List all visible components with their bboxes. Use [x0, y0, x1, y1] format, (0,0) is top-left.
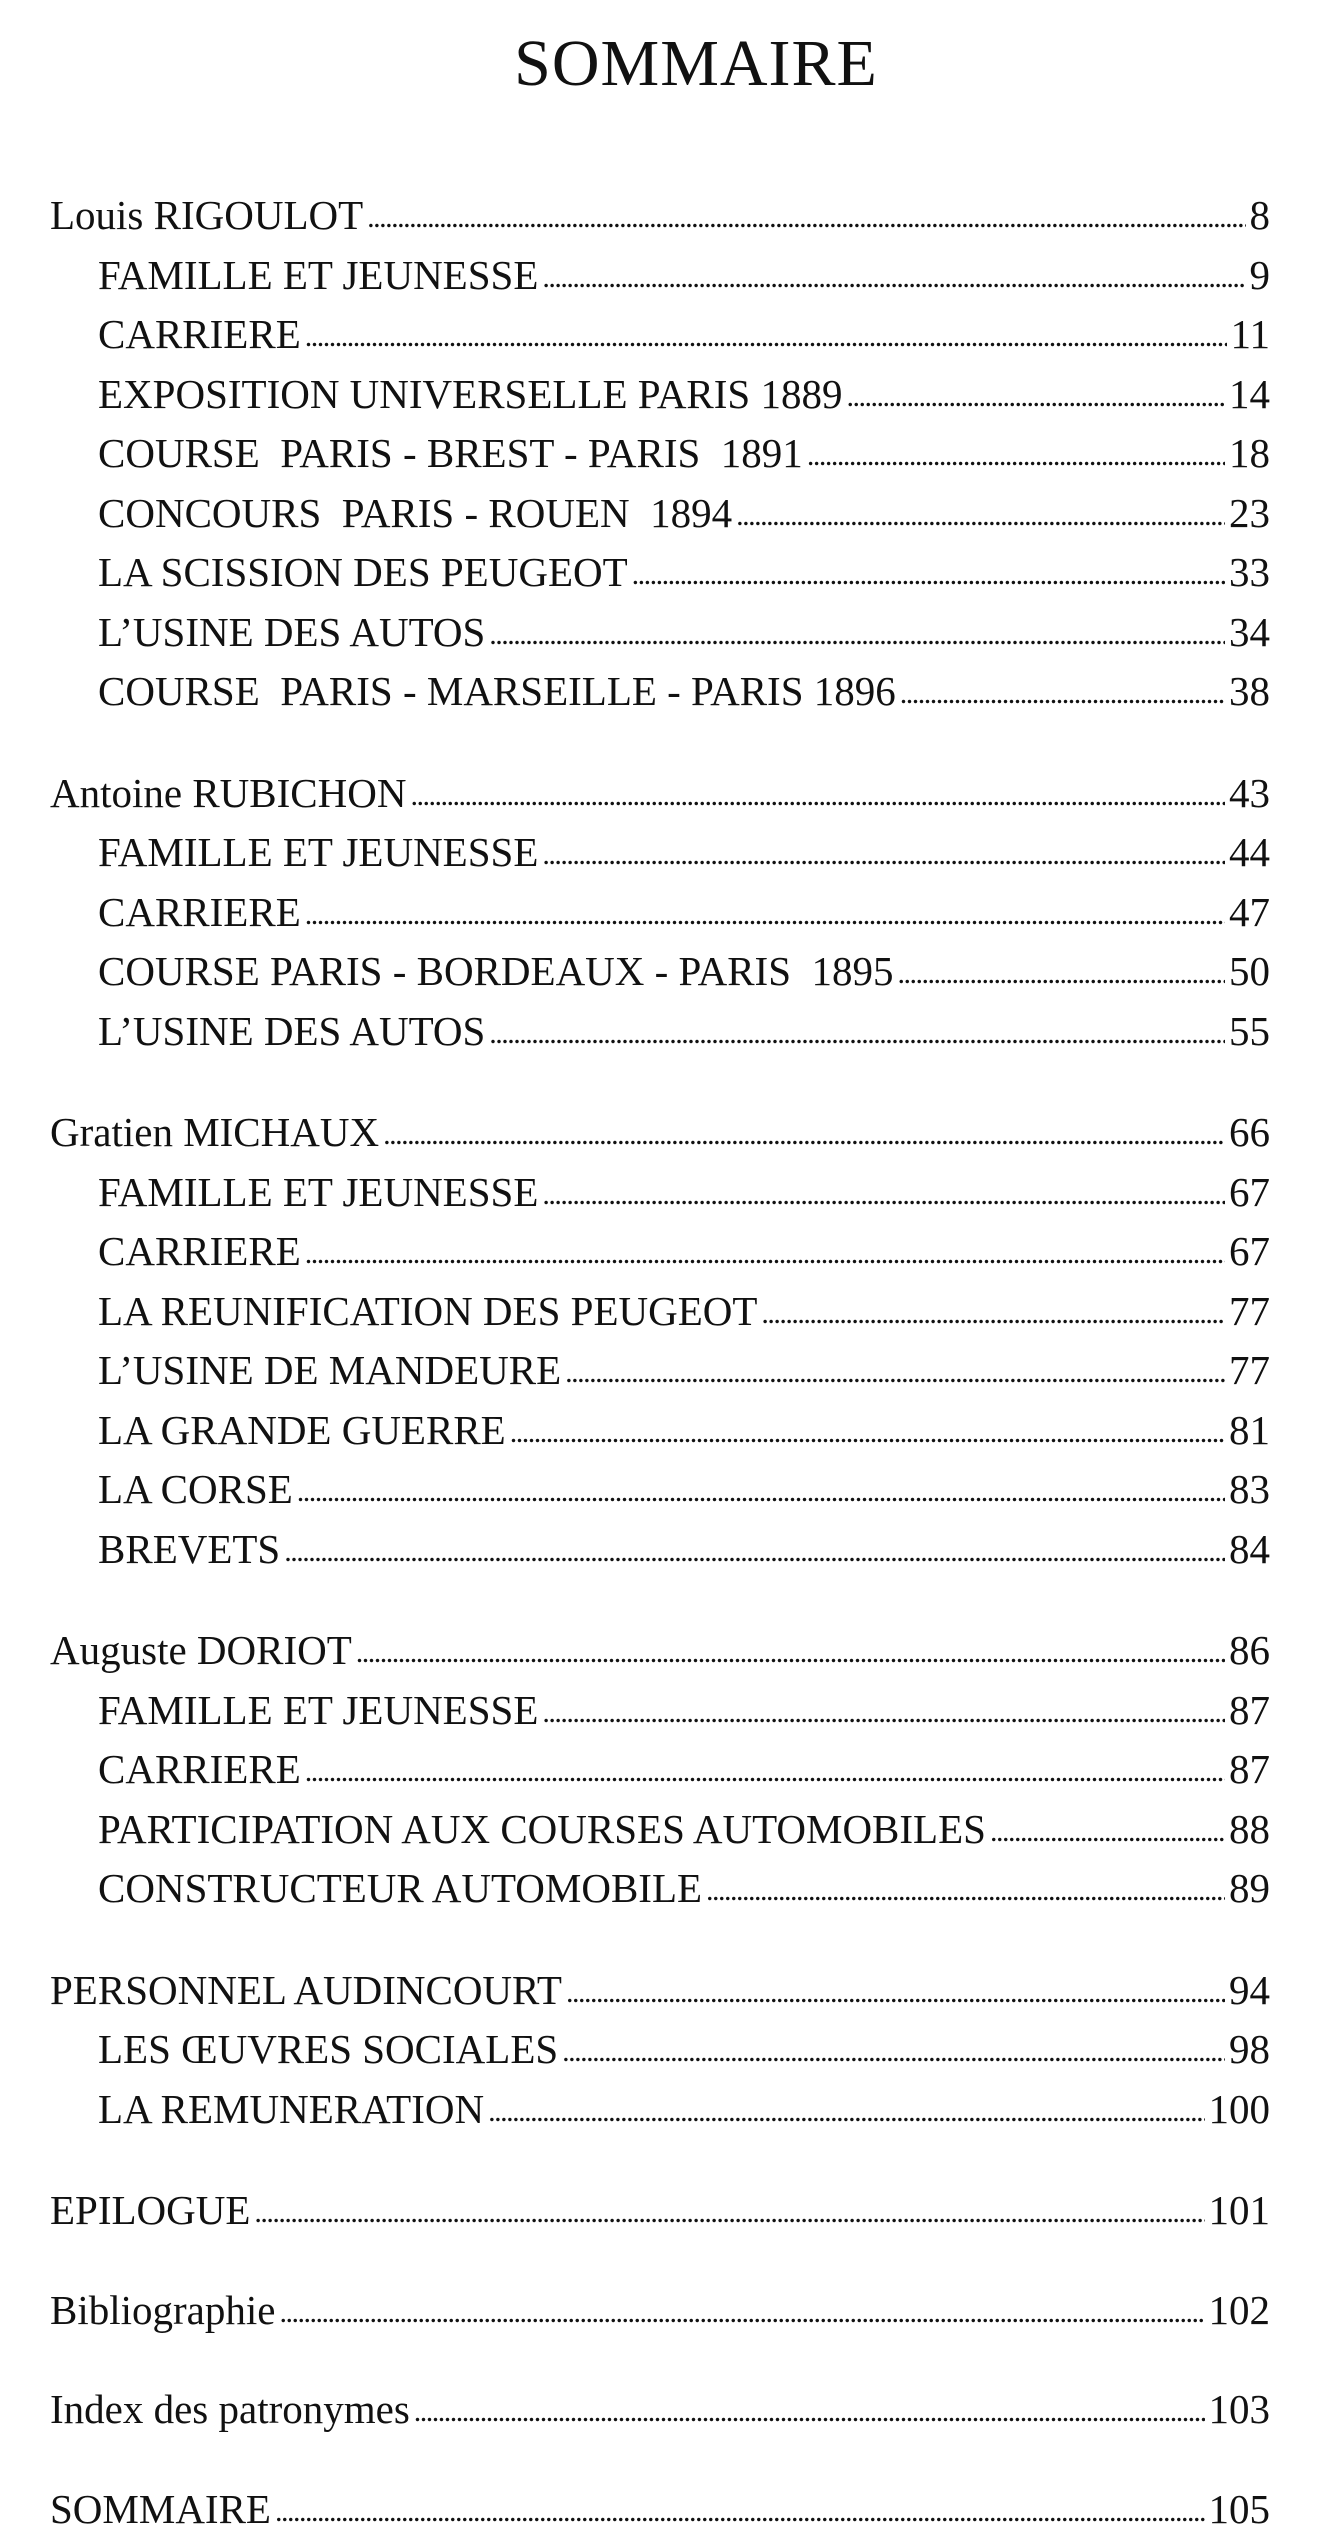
toc-entry-main[interactable]	[50, 1963, 1270, 2023]
toc-entry-label: CARRIERE	[98, 1742, 301, 1797]
toc-section	[50, 1963, 1270, 2142]
toc-entry-main[interactable]	[50, 2283, 1270, 2343]
toc-page-number: 81	[1229, 1403, 1270, 1458]
toc-section	[50, 2183, 1270, 2243]
toc-page-number: 77	[1229, 1284, 1270, 1339]
toc-entry-sub[interactable]	[50, 1343, 1270, 1403]
toc-page-number: 33	[1229, 545, 1270, 600]
toc-entry-sub[interactable]	[50, 1522, 1270, 1582]
toc-entry-label: LA GRANDE GUERRE	[98, 1403, 506, 1458]
toc-section	[50, 2382, 1270, 2442]
toc-entry-sub[interactable]	[50, 545, 1270, 605]
dot-leader	[410, 764, 1225, 824]
toc-page-number: 84	[1229, 1522, 1270, 1577]
table-of-contents	[50, 188, 1270, 2541]
toc-page-number: 67	[1229, 1165, 1270, 1220]
toc-entry-sub[interactable]	[50, 1861, 1270, 1921]
dot-leader	[807, 424, 1225, 484]
dot-leader	[305, 883, 1225, 943]
dot-leader	[706, 1859, 1225, 1919]
dot-leader	[305, 1740, 1225, 1800]
dot-leader	[900, 662, 1225, 722]
toc-entry-label: COURSE PARIS - BREST - PARIS 1891	[98, 426, 803, 481]
toc-page-number: 88	[1229, 1802, 1270, 1857]
toc-entry-sub[interactable]	[50, 825, 1270, 885]
dot-leader	[297, 1460, 1225, 1520]
toc-page-number: 102	[1209, 2283, 1271, 2338]
toc-entry-sub[interactable]	[50, 2022, 1270, 2082]
toc-page-number: 43	[1229, 766, 1270, 821]
dot-leader	[562, 2020, 1225, 2080]
toc-entry-label: CARRIERE	[98, 307, 301, 362]
toc-entry-label: PARTICIPATION AUX COURSES AUTOMOBILES	[98, 1802, 986, 1857]
toc-entry-sub[interactable]	[50, 1742, 1270, 1802]
toc-entry-label: FAMILLE ET JEUNESSE	[98, 825, 538, 880]
toc-section	[50, 1105, 1270, 1581]
toc-entry-main[interactable]	[50, 188, 1270, 248]
toc-entry-sub[interactable]	[50, 1462, 1270, 1522]
toc-entry-label: FAMILLE ET JEUNESSE	[98, 1165, 538, 1220]
toc-entry-main[interactable]	[50, 1105, 1270, 1165]
toc-entry-label: CONSTRUCTEUR AUTOMOBILE	[98, 1861, 702, 1916]
toc-page-number: 87	[1229, 1683, 1270, 1738]
toc-entry-sub[interactable]	[50, 944, 1270, 1004]
toc-entry-label: Antoine RUBICHON	[50, 766, 406, 821]
toc-page-number: 100	[1209, 2082, 1271, 2137]
toc-page-number: 87	[1229, 1742, 1270, 1797]
toc-entry-label: FAMILLE ET JEUNESSE	[98, 1683, 538, 1738]
dot-leader	[565, 1341, 1225, 1401]
dot-leader	[761, 1282, 1225, 1342]
toc-entry-main[interactable]	[50, 766, 1270, 826]
toc-entry-sub[interactable]	[50, 367, 1270, 427]
toc-entry-main[interactable]	[50, 2482, 1270, 2541]
toc-page-number: 47	[1229, 885, 1270, 940]
dot-leader	[898, 942, 1226, 1002]
toc-page-number: 50	[1229, 944, 1270, 999]
toc-entry-label: COURSE PARIS - MARSEILLE - PARIS 1896	[98, 664, 896, 719]
toc-page-number: 67	[1229, 1224, 1270, 1279]
toc-entry-label: EXPOSITION UNIVERSELLE PARIS 1889	[98, 367, 843, 422]
toc-entry-label: SOMMAIRE	[50, 2482, 271, 2537]
toc-page-number: 9	[1250, 248, 1271, 303]
toc-page-number: 34	[1229, 605, 1270, 660]
toc-page-number: 66	[1229, 1105, 1270, 1160]
toc-entry-main[interactable]	[50, 2183, 1270, 2243]
toc-entry-label: BREVETS	[98, 1522, 280, 1577]
toc-section	[50, 2283, 1270, 2343]
toc-section	[50, 188, 1270, 724]
dot-leader	[736, 484, 1225, 544]
toc-entry-sub[interactable]	[50, 307, 1270, 367]
toc-entry-main[interactable]	[50, 2382, 1270, 2442]
toc-entry-label: LA CORSE	[98, 1462, 293, 1517]
toc-page-number: 105	[1209, 2482, 1271, 2537]
toc-page-number: 14	[1229, 367, 1270, 422]
toc-page-number: 11	[1231, 307, 1270, 362]
toc-entry-label: L’USINE DE MANDEURE	[98, 1343, 561, 1398]
dot-leader	[383, 1103, 1225, 1163]
toc-page-number: 77	[1229, 1343, 1270, 1398]
dot-leader	[489, 603, 1225, 663]
toc-entry-sub[interactable]	[50, 248, 1270, 308]
dot-leader	[489, 1002, 1225, 1062]
toc-entry-sub[interactable]	[50, 605, 1270, 665]
dot-leader	[254, 2181, 1204, 2241]
dot-leader	[367, 186, 1245, 246]
toc-page-number: 44	[1229, 825, 1270, 880]
toc-entry-label: LA SCISSION DES PEUGEOT	[98, 545, 628, 600]
dot-leader	[488, 2080, 1204, 2140]
toc-entry-label: PERSONNEL AUDINCOURT	[50, 1963, 562, 2018]
toc-entry-label: EPILOGUE	[50, 2183, 250, 2238]
dot-leader	[542, 1681, 1225, 1741]
dot-leader	[275, 2480, 1205, 2540]
dot-leader	[542, 823, 1225, 883]
dot-leader	[305, 1222, 1225, 1282]
toc-entry-label: Auguste DORIOT	[50, 1623, 352, 1678]
toc-entry-label: CARRIERE	[98, 885, 301, 940]
toc-entry-sub[interactable]	[50, 885, 1270, 945]
toc-page-number: 38	[1229, 664, 1270, 719]
toc-entry-sub[interactable]	[50, 1224, 1270, 1284]
toc-section	[50, 766, 1270, 1064]
dot-leader	[847, 365, 1226, 425]
dot-leader	[510, 1401, 1225, 1461]
toc-entry-label: LES ŒUVRES SOCIALES	[98, 2022, 558, 2077]
toc-entry-sub[interactable]	[50, 1004, 1270, 1064]
toc-page-number: 55	[1229, 1004, 1270, 1059]
toc-entry-sub[interactable]	[50, 486, 1270, 546]
toc-entry-sub[interactable]	[50, 1802, 1270, 1862]
page-title: SOMMAIRE	[50, 20, 1272, 108]
dot-leader	[632, 543, 1225, 603]
toc-entry-label: LA REUNIFICATION DES PEUGEOT	[98, 1284, 757, 1339]
toc-page-number: 101	[1209, 2183, 1271, 2238]
toc-entry-label: L’USINE DES AUTOS	[98, 605, 485, 660]
toc-entry-label: Louis RIGOULOT	[50, 188, 363, 243]
toc-page-number: 89	[1229, 1861, 1270, 1916]
toc-entry-sub[interactable]	[50, 1403, 1270, 1463]
toc-page-number: 86	[1229, 1623, 1270, 1678]
dot-leader	[542, 1163, 1225, 1223]
dot-leader	[566, 1961, 1225, 2021]
dot-leader	[305, 305, 1227, 365]
toc-page-number: 8	[1250, 188, 1271, 243]
toc-entry-label: CARRIERE	[98, 1224, 301, 1279]
toc-entry-label: CONCOURS PARIS - ROUEN 1894	[98, 486, 732, 541]
toc-section	[50, 1623, 1270, 1921]
toc-entry-sub[interactable]	[50, 426, 1270, 486]
toc-page-number: 83	[1229, 1462, 1270, 1517]
toc-entry-label: Gratien MICHAUX	[50, 1105, 379, 1160]
dot-leader	[279, 2281, 1204, 2341]
toc-entry-sub[interactable]	[50, 1683, 1270, 1743]
toc-entry-sub[interactable]	[50, 664, 1270, 724]
toc-page-number: 18	[1229, 426, 1270, 481]
dot-leader	[542, 246, 1245, 306]
dot-leader	[356, 1621, 1225, 1681]
toc-entry-sub[interactable]	[50, 1165, 1270, 1225]
toc-entry-label: L’USINE DES AUTOS	[98, 1004, 485, 1059]
toc-entry-label: COURSE PARIS - BORDEAUX - PARIS 1895	[98, 944, 894, 999]
dot-leader	[284, 1520, 1225, 1580]
toc-page-number: 103	[1209, 2382, 1271, 2437]
toc-entry-label: Bibliographie	[50, 2283, 275, 2338]
toc-entry-sub[interactable]	[50, 2082, 1270, 2142]
toc-section	[50, 2482, 1270, 2541]
toc-page-number: 94	[1229, 1963, 1270, 2018]
toc-entry-main[interactable]	[50, 1623, 1270, 1683]
toc-entry-label: FAMILLE ET JEUNESSE	[98, 248, 538, 303]
toc-page-number: 23	[1229, 486, 1270, 541]
dot-leader	[990, 1800, 1225, 1860]
toc-entry-label: LA REMUNERATION	[98, 2082, 484, 2137]
toc-entry-sub[interactable]	[50, 1284, 1270, 1344]
toc-page-number: 98	[1229, 2022, 1270, 2077]
toc-entry-label: Index des patronymes	[50, 2382, 410, 2437]
dot-leader	[414, 2380, 1205, 2440]
